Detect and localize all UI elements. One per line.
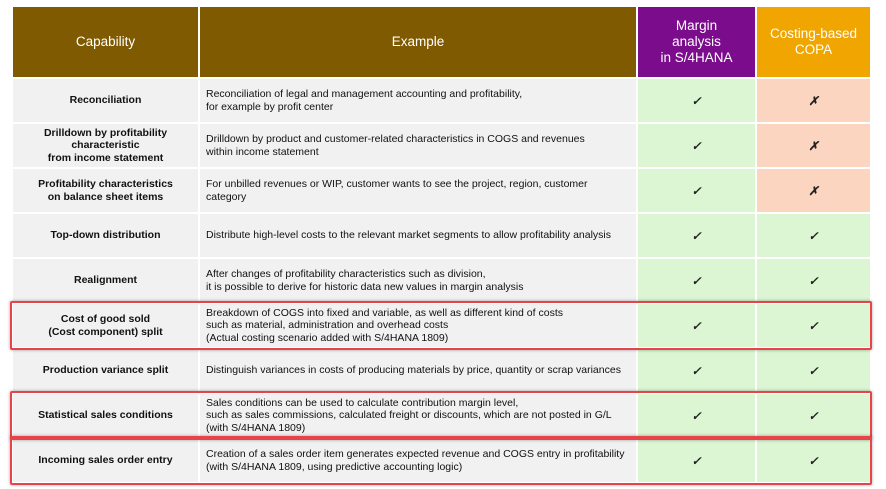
highlight-box [10,301,872,350]
capability-line: Realignment [73,274,137,287]
example-cell [200,259,636,302]
example-line: it is possible to derive for historic data new values in margin analysis [206,280,524,293]
example-line: Reconciliation of legal and management accounting and profitability, [206,88,523,100]
example-line: for example by profit center [206,100,334,113]
example-cell [200,349,636,392]
example-line: Sales conditions can be used to calculate contribution margin level, [206,396,519,409]
example-line: such as material, administration and overhead costs [206,319,449,332]
example-line: (with S/4HANA 1809, using predictive accounting logic) [206,460,463,473]
example-line: within income statement [206,145,319,158]
capability-line: from income statement [47,151,164,164]
example-cell [200,124,636,167]
header-capability: Capability [13,7,198,77]
capability-cell [13,214,198,257]
costing-copa-cross-icon: ✗ [757,169,870,212]
header-margin-analysis-line: analysis [672,34,721,49]
margin-analysis-check-icon: ✓ [638,124,755,167]
margin-analysis-check-icon: ✓ [638,169,755,212]
capability-line: Cost of good sold [60,313,151,325]
costing-copa-check-icon: ✓ [757,349,870,392]
capability-cell [13,124,198,167]
example-line: After changes of profitability characteristics such as division, [206,268,486,280]
costing-copa-check-icon: ✓ [757,259,870,302]
margin-analysis-check-icon: ✓ [638,214,755,257]
capability-cell [13,169,198,212]
margin-analysis-check-icon: ✓ [638,439,755,482]
costing-copa-check-icon: ✓ [757,214,870,257]
capability-line: (Cost component) split [48,325,163,338]
costing-copa-cross-icon: ✗ [757,79,870,122]
example-line: Distinguish variances in costs of producing materials by price, quantity or scrap variances [206,364,621,377]
margin-analysis-check-icon: ✓ [638,349,755,392]
header-costing-copa-line: Costing-based [769,26,858,41]
margin-analysis-check-icon: ✓ [638,304,755,347]
header-margin-analysis-line: Margin [675,18,718,33]
example-line: (with S/4HANA 1809) [206,421,306,434]
example-cell [200,79,636,122]
capability-line: Incoming sales order entry [38,454,173,467]
capability-line: Production variance split [42,364,169,377]
highlight-box [10,436,872,485]
example-line: Breakdown of COGS into fixed and variable, as well as different kind of costs [206,306,563,319]
capability-line: characteristic [71,139,140,152]
example-line: Distribute high-level costs to the relevant market segments to allow profitability analysis [206,229,612,242]
header-margin-analysis-line: in S/4HANA [660,50,733,65]
capability-line: Top-down distribution [50,229,161,242]
example-line: (Actual costing scenario added with S/4HANA 1809) [206,331,449,344]
margin-analysis-check-icon: ✓ [638,259,755,302]
margin-analysis-check-icon: ✓ [638,394,755,437]
capability-line: Reconciliation [69,94,142,107]
example-line: Drilldown by product and customer-related characteristics in COGS and revenues [206,133,585,145]
highlight-box [10,391,872,440]
capability-line: Statistical sales conditions [38,409,173,422]
header-costing-copa-line: COPA [794,42,833,57]
margin-analysis-check-icon: ✓ [638,79,755,122]
capability-line: Profitability characteristics [38,178,173,190]
example-line: such as sales commissions, calculated freight or discounts, which are not posted in G/L [206,409,612,422]
capability-cell [13,79,198,122]
capability-line: Drilldown by profitability [43,126,168,139]
header-margin-analysis [638,7,755,77]
costing-copa-check-icon: ✓ [757,304,870,347]
example-line: Creation of a sales order item generates expected revenue and COGS entry in profitability [206,448,625,460]
header-costing-copa [757,7,870,77]
capability-cell [13,349,198,392]
capability-line: on balance sheet items [47,190,164,203]
costing-copa-cross-icon: ✗ [757,124,870,167]
example-cell [200,169,636,212]
example-cell [200,214,636,257]
header-example: Example [200,7,636,77]
costing-copa-check-icon: ✓ [757,439,870,482]
example-line: For unbilled revenues or WIP, customer wants to see the project, region, customer category [206,178,588,203]
costing-copa-check-icon: ✓ [757,394,870,437]
capability-cell [13,259,198,302]
